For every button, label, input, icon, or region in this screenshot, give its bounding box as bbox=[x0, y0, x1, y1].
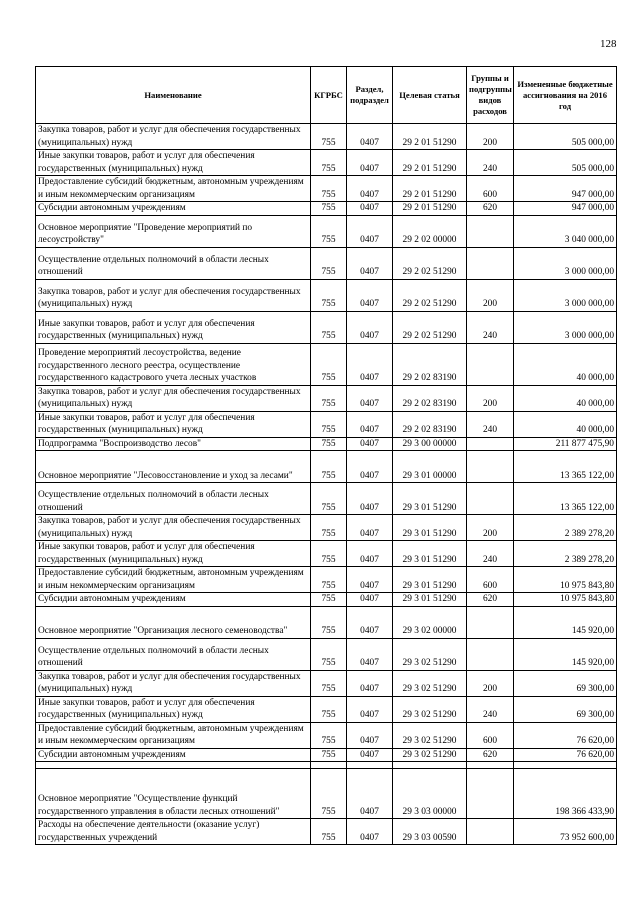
budget-table bbox=[35, 66, 617, 845]
row-krbs: 755 bbox=[311, 279, 347, 311]
row-krbs: 755 bbox=[311, 593, 347, 607]
row-name: Закупка товаров, работ и услуг для обеспечения государственных (муниципальных) нужд bbox=[36, 124, 311, 150]
table-row bbox=[36, 247, 617, 279]
row-krbs: 755 bbox=[311, 176, 347, 202]
row-group: 620 bbox=[467, 593, 514, 607]
table-row bbox=[36, 411, 617, 437]
row-amount: 211 877 475,90 bbox=[514, 437, 617, 451]
spacer-cell bbox=[393, 762, 467, 769]
row-krbs: 755 bbox=[311, 483, 347, 515]
row-krbs: 755 bbox=[311, 411, 347, 437]
row-krbs: 755 bbox=[311, 670, 347, 696]
header-target: Целевая статья bbox=[393, 67, 467, 124]
table-row bbox=[36, 696, 617, 722]
row-target: 29 2 02 00000 bbox=[393, 215, 467, 247]
table-row bbox=[36, 819, 617, 845]
row-krbs: 755 bbox=[311, 696, 347, 722]
table-row bbox=[36, 176, 617, 202]
row-group: 600 bbox=[467, 722, 514, 748]
row-section: 0407 bbox=[347, 696, 393, 722]
table-row bbox=[36, 437, 617, 451]
row-section: 0407 bbox=[347, 606, 393, 638]
row-amount: 2 389 278,20 bbox=[514, 515, 617, 541]
table-header-row bbox=[36, 67, 617, 124]
row-section: 0407 bbox=[347, 593, 393, 607]
header-krbs: КГРБС bbox=[311, 67, 347, 124]
row-section: 0407 bbox=[347, 150, 393, 176]
row-section: 0407 bbox=[347, 483, 393, 515]
row-name: Закупка товаров, работ и услуг для обеспечения государственных (муниципальных) нужд bbox=[36, 515, 311, 541]
row-group bbox=[467, 215, 514, 247]
table-row bbox=[36, 567, 617, 593]
row-krbs: 755 bbox=[311, 247, 347, 279]
row-krbs: 755 bbox=[311, 215, 347, 247]
row-amount: 73 952 600,00 bbox=[514, 819, 617, 845]
row-amount: 947 000,00 bbox=[514, 176, 617, 202]
row-name: Предоставление субсидий бюджетным, автономным учреждениям и иным некоммерческим организациям bbox=[36, 567, 311, 593]
row-group: 200 bbox=[467, 279, 514, 311]
row-section: 0407 bbox=[347, 215, 393, 247]
row-amount: 505 000,00 bbox=[514, 124, 617, 150]
table-row bbox=[36, 385, 617, 411]
row-amount: 505 000,00 bbox=[514, 150, 617, 176]
row-krbs: 755 bbox=[311, 769, 347, 819]
row-name: Предоставление субсидий бюджетным, автономным учреждениям и иным некоммерческим организациям bbox=[36, 722, 311, 748]
header-groups: Группы и подгруппы видов расходов bbox=[467, 67, 514, 124]
row-name: Осуществление отдельных полномочий в области лесных отношений bbox=[36, 483, 311, 515]
row-krbs: 755 bbox=[311, 385, 347, 411]
row-target: 29 3 01 51290 bbox=[393, 483, 467, 515]
row-section: 0407 bbox=[347, 567, 393, 593]
row-group: 240 bbox=[467, 411, 514, 437]
row-target: 29 3 00 00000 bbox=[393, 437, 467, 451]
row-name: Подпрограмма "Воспроизводство лесов" bbox=[36, 437, 311, 451]
row-section: 0407 bbox=[347, 279, 393, 311]
row-group bbox=[467, 769, 514, 819]
row-section: 0407 bbox=[347, 638, 393, 670]
row-section: 0407 bbox=[347, 411, 393, 437]
row-amount: 10 975 843,80 bbox=[514, 593, 617, 607]
row-krbs: 755 bbox=[311, 515, 347, 541]
row-target: 29 2 02 83190 bbox=[393, 343, 467, 385]
row-section: 0407 bbox=[347, 670, 393, 696]
row-amount: 40 000,00 bbox=[514, 411, 617, 437]
row-group bbox=[467, 451, 514, 483]
row-group: 600 bbox=[467, 567, 514, 593]
row-name: Проведение мероприятий лесоустройства, ведение государственного лесного реестра, осуществление государственного кадастрового учета лесных участков bbox=[36, 343, 311, 385]
row-section: 0407 bbox=[347, 247, 393, 279]
row-section: 0407 bbox=[347, 202, 393, 216]
row-amount: 3 000 000,00 bbox=[514, 279, 617, 311]
row-target: 29 2 02 51290 bbox=[393, 247, 467, 279]
row-name: Иные закупки товаров, работ и услуг для обеспечения государственных (муниципальных) нужд bbox=[36, 150, 311, 176]
table-row bbox=[36, 343, 617, 385]
row-name: Основное мероприятие "Проведение мероприятий по лесоустройству" bbox=[36, 215, 311, 247]
row-group bbox=[467, 638, 514, 670]
table-row bbox=[36, 150, 617, 176]
table-row bbox=[36, 769, 617, 819]
row-name: Расходы на обеспечение деятельности (оказание услуг) государственных учреждений bbox=[36, 819, 311, 845]
row-amount: 13 365 122,00 bbox=[514, 451, 617, 483]
row-name: Предоставление субсидий бюджетным, автономным учреждениям и иным некоммерческим организациям bbox=[36, 176, 311, 202]
row-target: 29 2 02 51290 bbox=[393, 279, 467, 311]
row-group: 240 bbox=[467, 311, 514, 343]
table-row bbox=[36, 748, 617, 762]
row-krbs: 755 bbox=[311, 541, 347, 567]
row-section: 0407 bbox=[347, 124, 393, 150]
row-amount: 10 975 843,80 bbox=[514, 567, 617, 593]
row-name: Иные закупки товаров, работ и услуг для обеспечения государственных (муниципальных) нужд bbox=[36, 696, 311, 722]
table-row bbox=[36, 722, 617, 748]
row-target: 29 3 02 51290 bbox=[393, 748, 467, 762]
row-name: Закупка товаров, работ и услуг для обеспечения государственных (муниципальных) нужд bbox=[36, 385, 311, 411]
row-name: Основное мероприятие "Лесовосстановление и уход за лесами" bbox=[36, 451, 311, 483]
row-name: Иные закупки товаров, работ и услуг для обеспечения государственных (муниципальных) нужд bbox=[36, 411, 311, 437]
table-row bbox=[36, 202, 617, 216]
row-section: 0407 bbox=[347, 541, 393, 567]
header-section: Раздел, подраздел bbox=[347, 67, 393, 124]
row-section: 0407 bbox=[347, 451, 393, 483]
row-amount: 13 365 122,00 bbox=[514, 483, 617, 515]
row-name: Основное мероприятие "Организация лесного семеноводства" bbox=[36, 606, 311, 638]
row-group: 200 bbox=[467, 385, 514, 411]
table-row bbox=[36, 541, 617, 567]
header-amount: Измененные бюджетные ассигнования на 2016 год bbox=[514, 67, 617, 124]
row-target: 29 3 02 00000 bbox=[393, 606, 467, 638]
row-amount: 145 920,00 bbox=[514, 606, 617, 638]
row-amount: 145 920,00 bbox=[514, 638, 617, 670]
row-section: 0407 bbox=[347, 385, 393, 411]
row-amount: 76 620,00 bbox=[514, 722, 617, 748]
row-target: 29 2 01 51290 bbox=[393, 176, 467, 202]
row-target: 29 3 03 00590 bbox=[393, 819, 467, 845]
table-row bbox=[36, 593, 617, 607]
row-group bbox=[467, 483, 514, 515]
row-name: Закупка товаров, работ и услуг для обеспечения государственных (муниципальных) нужд bbox=[36, 670, 311, 696]
row-section: 0407 bbox=[347, 819, 393, 845]
spacer-cell bbox=[347, 762, 393, 769]
row-target: 29 2 02 51290 bbox=[393, 311, 467, 343]
row-target: 29 3 02 51290 bbox=[393, 696, 467, 722]
row-target: 29 3 03 00000 bbox=[393, 769, 467, 819]
row-group: 200 bbox=[467, 515, 514, 541]
row-target: 29 2 01 51290 bbox=[393, 124, 467, 150]
row-amount: 3 040 000,00 bbox=[514, 215, 617, 247]
row-krbs: 755 bbox=[311, 638, 347, 670]
row-target: 29 3 02 51290 bbox=[393, 638, 467, 670]
row-krbs: 755 bbox=[311, 437, 347, 451]
row-amount: 947 000,00 bbox=[514, 202, 617, 216]
row-section: 0407 bbox=[347, 311, 393, 343]
table-row bbox=[36, 483, 617, 515]
spacer-cell bbox=[467, 762, 514, 769]
row-section: 0407 bbox=[347, 769, 393, 819]
row-group: 620 bbox=[467, 748, 514, 762]
row-krbs: 755 bbox=[311, 311, 347, 343]
row-amount: 40 000,00 bbox=[514, 385, 617, 411]
row-group: 620 bbox=[467, 202, 514, 216]
row-name: Осуществление отдельных полномочий в области лесных отношений bbox=[36, 638, 311, 670]
row-name: Субсидии автономным учреждениям bbox=[36, 748, 311, 762]
row-krbs: 755 bbox=[311, 124, 347, 150]
row-amount: 69 300,00 bbox=[514, 670, 617, 696]
row-krbs: 755 bbox=[311, 606, 347, 638]
row-group bbox=[467, 343, 514, 385]
table-row bbox=[36, 311, 617, 343]
row-name: Осуществление отдельных полномочий в области лесных отношений bbox=[36, 247, 311, 279]
row-amount: 40 000,00 bbox=[514, 343, 617, 385]
row-target: 29 3 02 51290 bbox=[393, 670, 467, 696]
row-name: Субсидии автономным учреждениям bbox=[36, 593, 311, 607]
row-target: 29 3 01 51290 bbox=[393, 567, 467, 593]
row-group bbox=[467, 247, 514, 279]
row-krbs: 755 bbox=[311, 567, 347, 593]
spacer-cell bbox=[514, 762, 617, 769]
row-section: 0407 bbox=[347, 437, 393, 451]
row-spacer bbox=[36, 762, 617, 769]
row-section: 0407 bbox=[347, 748, 393, 762]
row-krbs: 755 bbox=[311, 343, 347, 385]
row-krbs: 755 bbox=[311, 202, 347, 216]
row-group bbox=[467, 819, 514, 845]
row-krbs: 755 bbox=[311, 748, 347, 762]
row-name: Закупка товаров, работ и услуг для обеспечения государственных (муниципальных) нужд bbox=[36, 279, 311, 311]
table-row bbox=[36, 515, 617, 541]
row-name: Иные закупки товаров, работ и услуг для обеспечения государственных (муниципальных) нужд bbox=[36, 311, 311, 343]
row-krbs: 755 bbox=[311, 722, 347, 748]
row-group: 240 bbox=[467, 150, 514, 176]
row-target: 29 3 01 00000 bbox=[393, 451, 467, 483]
row-section: 0407 bbox=[347, 343, 393, 385]
row-target: 29 2 02 83190 bbox=[393, 385, 467, 411]
row-name: Основное мероприятие "Осуществление функций государственного управления в области лесных отношений" bbox=[36, 769, 311, 819]
row-group: 200 bbox=[467, 124, 514, 150]
row-krbs: 755 bbox=[311, 451, 347, 483]
row-group: 600 bbox=[467, 176, 514, 202]
row-group: 240 bbox=[467, 696, 514, 722]
row-target: 29 3 02 51290 bbox=[393, 722, 467, 748]
row-krbs: 755 bbox=[311, 819, 347, 845]
row-section: 0407 bbox=[347, 176, 393, 202]
page-number: 128 bbox=[600, 38, 617, 50]
row-target: 29 2 01 51290 bbox=[393, 202, 467, 216]
row-target: 29 3 01 51290 bbox=[393, 515, 467, 541]
row-section: 0407 bbox=[347, 515, 393, 541]
row-amount: 198 366 433,90 bbox=[514, 769, 617, 819]
table-row bbox=[36, 670, 617, 696]
spacer-cell bbox=[311, 762, 347, 769]
table-row bbox=[36, 451, 617, 483]
row-name: Субсидии автономным учреждениям bbox=[36, 202, 311, 216]
row-name: Иные закупки товаров, работ и услуг для обеспечения государственных (муниципальных) нужд bbox=[36, 541, 311, 567]
table-row bbox=[36, 638, 617, 670]
table-row bbox=[36, 606, 617, 638]
row-amount: 3 000 000,00 bbox=[514, 311, 617, 343]
row-group: 240 bbox=[467, 541, 514, 567]
row-group bbox=[467, 606, 514, 638]
table-row bbox=[36, 215, 617, 247]
table-row bbox=[36, 124, 617, 150]
spacer-cell bbox=[36, 762, 311, 769]
row-target: 29 2 01 51290 bbox=[393, 150, 467, 176]
row-section: 0407 bbox=[347, 722, 393, 748]
row-amount: 2 389 278,20 bbox=[514, 541, 617, 567]
row-target: 29 3 01 51290 bbox=[393, 541, 467, 567]
table-row bbox=[36, 279, 617, 311]
row-group bbox=[467, 437, 514, 451]
row-target: 29 3 01 51290 bbox=[393, 593, 467, 607]
row-target: 29 2 02 83190 bbox=[393, 411, 467, 437]
header-name: Наименование bbox=[36, 67, 311, 124]
row-krbs: 755 bbox=[311, 150, 347, 176]
row-group: 200 bbox=[467, 670, 514, 696]
row-amount: 69 300,00 bbox=[514, 696, 617, 722]
row-amount: 3 000 000,00 bbox=[514, 247, 617, 279]
row-amount: 76 620,00 bbox=[514, 748, 617, 762]
